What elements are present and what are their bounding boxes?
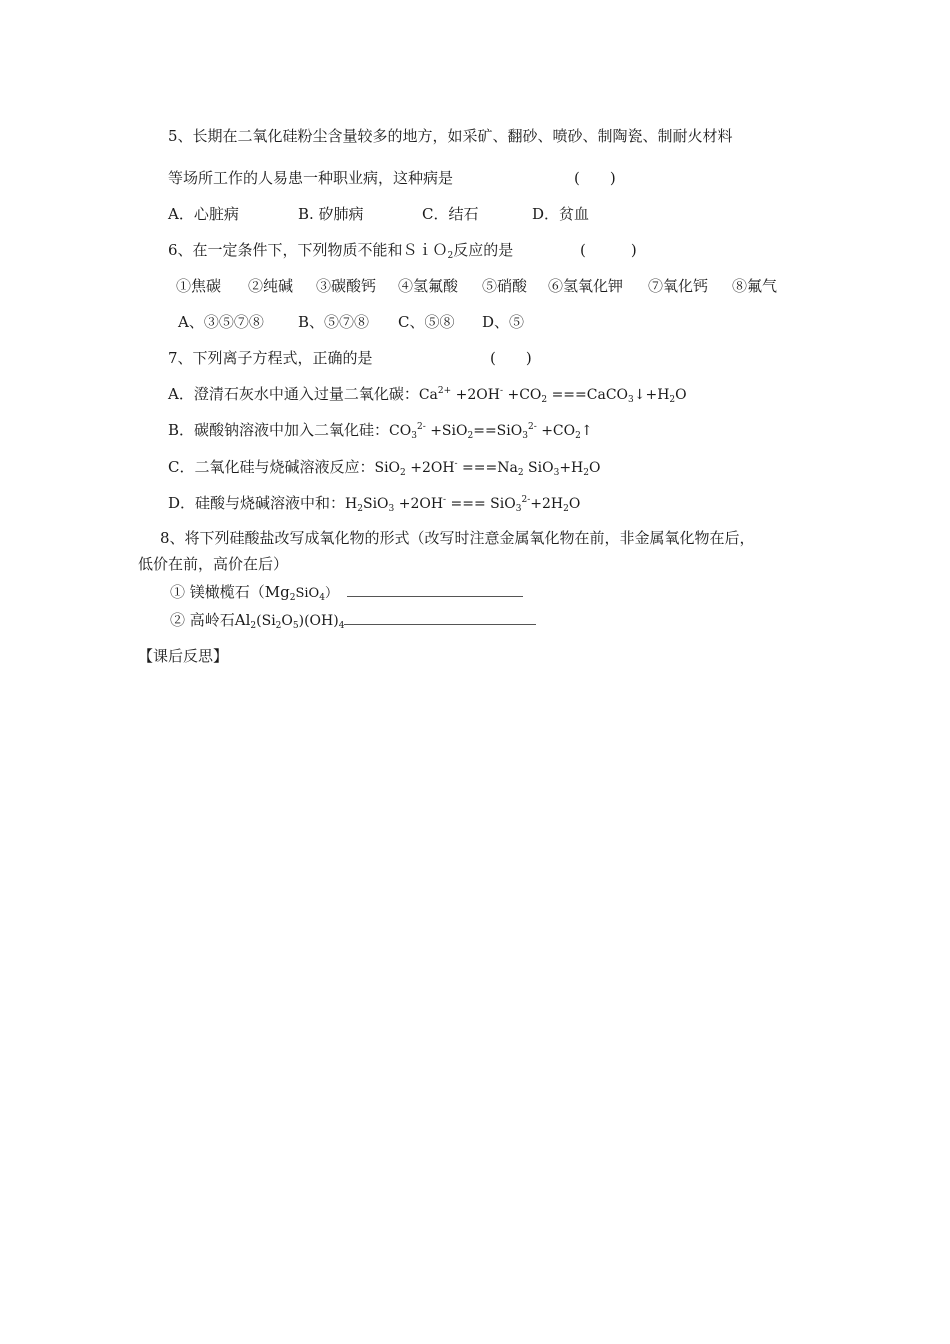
q5-option-c: C．结石 (422, 205, 479, 223)
q8-item2-formula: $_2(Si_2O_5)(OH)_4$ (250, 613, 345, 631)
q7-option-d (168, 493, 580, 514)
q5-line2 (168, 168, 616, 188)
q7-option-b-equation: $CO_3^{2-} +SiO_2==SiO_3^{2-}$ $+CO_2↑$ (389, 422, 593, 441)
q6-answer-paren: ( ) (580, 241, 637, 259)
q5-option-d: D．贫血 (532, 205, 590, 223)
q8-item1 (170, 582, 523, 604)
q8-item1-label: ① 镁橄榄石（Mg (170, 583, 290, 601)
q6-stem-text-b: 反应的是 (453, 241, 514, 259)
q6-stem-subscript: 2 (447, 251, 454, 261)
q8-item1-answer-blank[interactable] (347, 582, 523, 597)
q6-option-b: B、⑤⑦⑧ (298, 313, 370, 331)
q7-option-b (168, 420, 593, 441)
q5-line1: 5、长期在二氧化硅粉尘含量较多的地方，如采矿、翻砂、喷砂、制陶瓷、制耐火材料 (168, 127, 733, 145)
q7-option-d-equation: $H_2SiO_3 +2OH^-$ === $SiO_3^{2-}+2H_2O$ (345, 495, 581, 514)
q6-substance-3: ③碳酸钙 (316, 277, 377, 295)
q7-option-b-label: B．碳酸钠溶液中加入二氧化硅： (168, 421, 390, 439)
q5-options (168, 204, 590, 224)
q6-substance-2: ②纯碱 (248, 277, 294, 295)
q8-item1-formula: $_2$SiO$_4$） (289, 586, 338, 603)
q5-answer-paren: ( ) (574, 169, 616, 187)
q8-item2 (170, 610, 536, 631)
q6-option-d: D、⑤ (482, 313, 525, 331)
q6-stem-text-a: 6、在一定条件下，下列物质不能和ＳｉＯ (168, 241, 448, 259)
q6-substance-5: ⑤硝酸 (482, 277, 528, 295)
q8-line1: 8、将下列硅酸盐改写成氧化物的形式（改写时注意金属氧化物在前，非金属氧化物在后， (160, 529, 755, 547)
q6-substance-4: ④氢氟酸 (398, 277, 459, 295)
q6-substance-6: ⑥氢氧化钾 (548, 277, 624, 295)
q7-option-a-label: A．澄清石灰水中通入过量二氧化碳： (168, 385, 419, 403)
q6-option-a: A、③⑤⑦⑧ (178, 313, 264, 331)
q6-option-c: C、⑤⑧ (398, 313, 455, 331)
section-title-reflection: 【课后反思】 (138, 647, 229, 665)
q6-substance-1: ①焦碳 (176, 277, 222, 295)
q7-option-c-equation: $SiO_2 +2OH^- ===Na_2$ $SiO_3+H_2O$ (374, 459, 601, 478)
q7-option-c-label: C．二氧化硅与烧碱溶液反应： (168, 458, 375, 476)
q7-option-a (168, 384, 687, 405)
q5-option-a: A．心脏病 (168, 205, 239, 223)
q7-stem (168, 348, 532, 368)
q5-stem-text: 等场所工作的人易患一种职业病，这种病是 (168, 169, 454, 187)
q7-option-d-label: D．硅酸与烧碱溶液中和： (168, 494, 346, 512)
q8-item2-answer-blank[interactable] (344, 610, 536, 625)
q6-options (178, 312, 525, 332)
q6-substance-8: ⑧氟气 (732, 277, 778, 295)
q7-option-c (168, 457, 600, 478)
q8-item2-label: ② 高岭石Al (170, 611, 251, 629)
q6-stem (168, 240, 637, 261)
q7-option-a-equation: $Ca^{2+} +2OH^- +CO_2$ $===CaCO_3↓+H_2O$ (418, 386, 687, 405)
q6-substances (176, 276, 778, 296)
q7-answer-paren: ( ) (490, 349, 532, 367)
q5-option-b: B. 矽肺病 (298, 205, 364, 223)
q6-substance-7: ⑦氧化钙 (648, 277, 709, 295)
q8-line2: 低价在前，高价在后） (138, 555, 289, 573)
q7-stem-text: 7、下列离子方程式，正确的是 (168, 349, 373, 367)
